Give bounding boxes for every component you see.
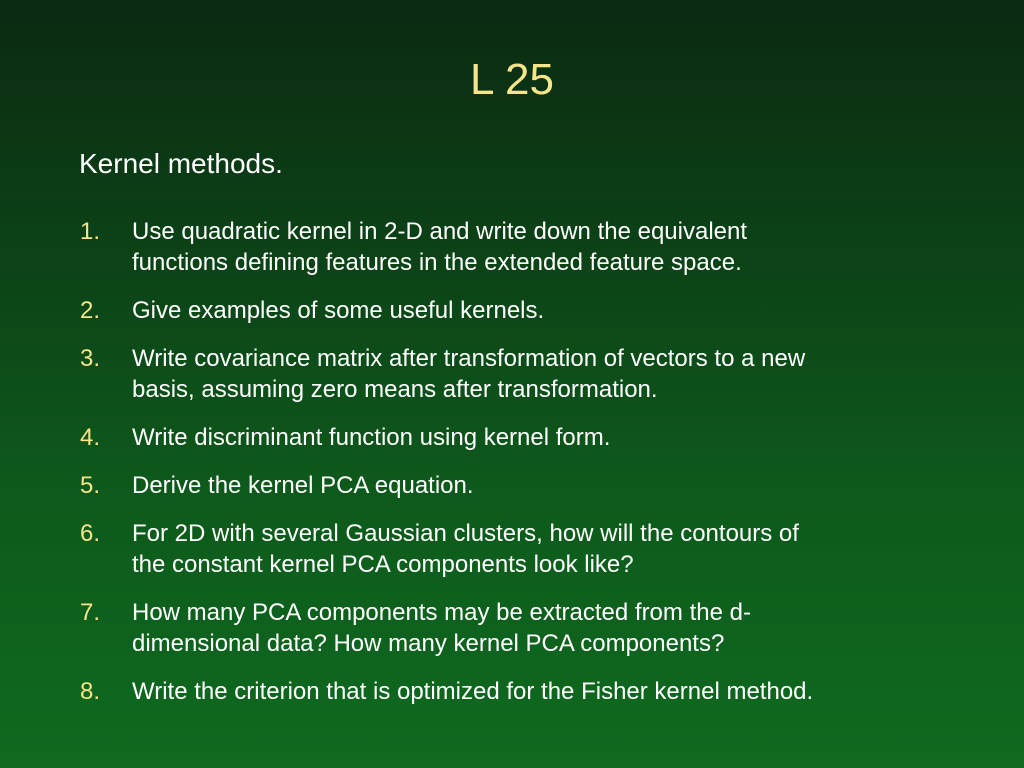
question-item [80, 597, 960, 659]
question-number: 8. [80, 678, 101, 705]
question-text-line: dimensional data? How many kernel PCA components? [132, 630, 725, 657]
question-text-line: Write covariance matrix after transformation of vectors to a new [132, 345, 806, 372]
question-item [80, 295, 960, 326]
question-text-line: Give examples of some useful kernels. [132, 297, 545, 324]
question-text [132, 676, 960, 707]
question-text [132, 422, 960, 453]
question-text [132, 518, 960, 580]
question-text-line: the constant kernel PCA components look like? [132, 551, 634, 578]
question-text [132, 470, 960, 501]
question-number: 2. [80, 297, 101, 324]
question-number: 3. [80, 345, 101, 372]
question-number: 4. [80, 424, 101, 451]
question-number: 1. [80, 218, 101, 245]
question-list [80, 216, 960, 724]
question-item [80, 518, 960, 580]
question-text [132, 216, 960, 278]
question-text-line: How many PCA components may be extracted from the d- [132, 599, 751, 626]
question-item [80, 470, 960, 501]
question-text-line: Write discriminant function using kernel form. [132, 424, 611, 451]
question-number: 6. [80, 520, 101, 547]
question-number: 7. [80, 599, 101, 626]
slide-subtitle: Kernel methods. [79, 148, 283, 179]
question-text-line: Use quadratic kernel in 2-D and write down the equivalent [132, 218, 748, 245]
question-item [80, 343, 960, 405]
question-text [132, 295, 960, 326]
question-text [132, 597, 960, 659]
slide-title: L 25 [469, 55, 554, 104]
question-text-line: functions defining features in the extended feature space. [132, 249, 742, 276]
question-text-line: Write the criterion that is optimized for the Fisher kernel method. [132, 678, 814, 705]
question-text-line: For 2D with several Gaussian clusters, how will the contours of [132, 520, 799, 547]
question-text-line: basis, assuming zero means after transformation. [132, 376, 658, 403]
question-text [132, 343, 960, 405]
question-item [80, 216, 960, 278]
question-number: 5. [80, 472, 101, 499]
question-item [80, 676, 960, 707]
question-text-line: Derive the kernel PCA equation. [132, 472, 474, 499]
question-item [80, 422, 960, 453]
